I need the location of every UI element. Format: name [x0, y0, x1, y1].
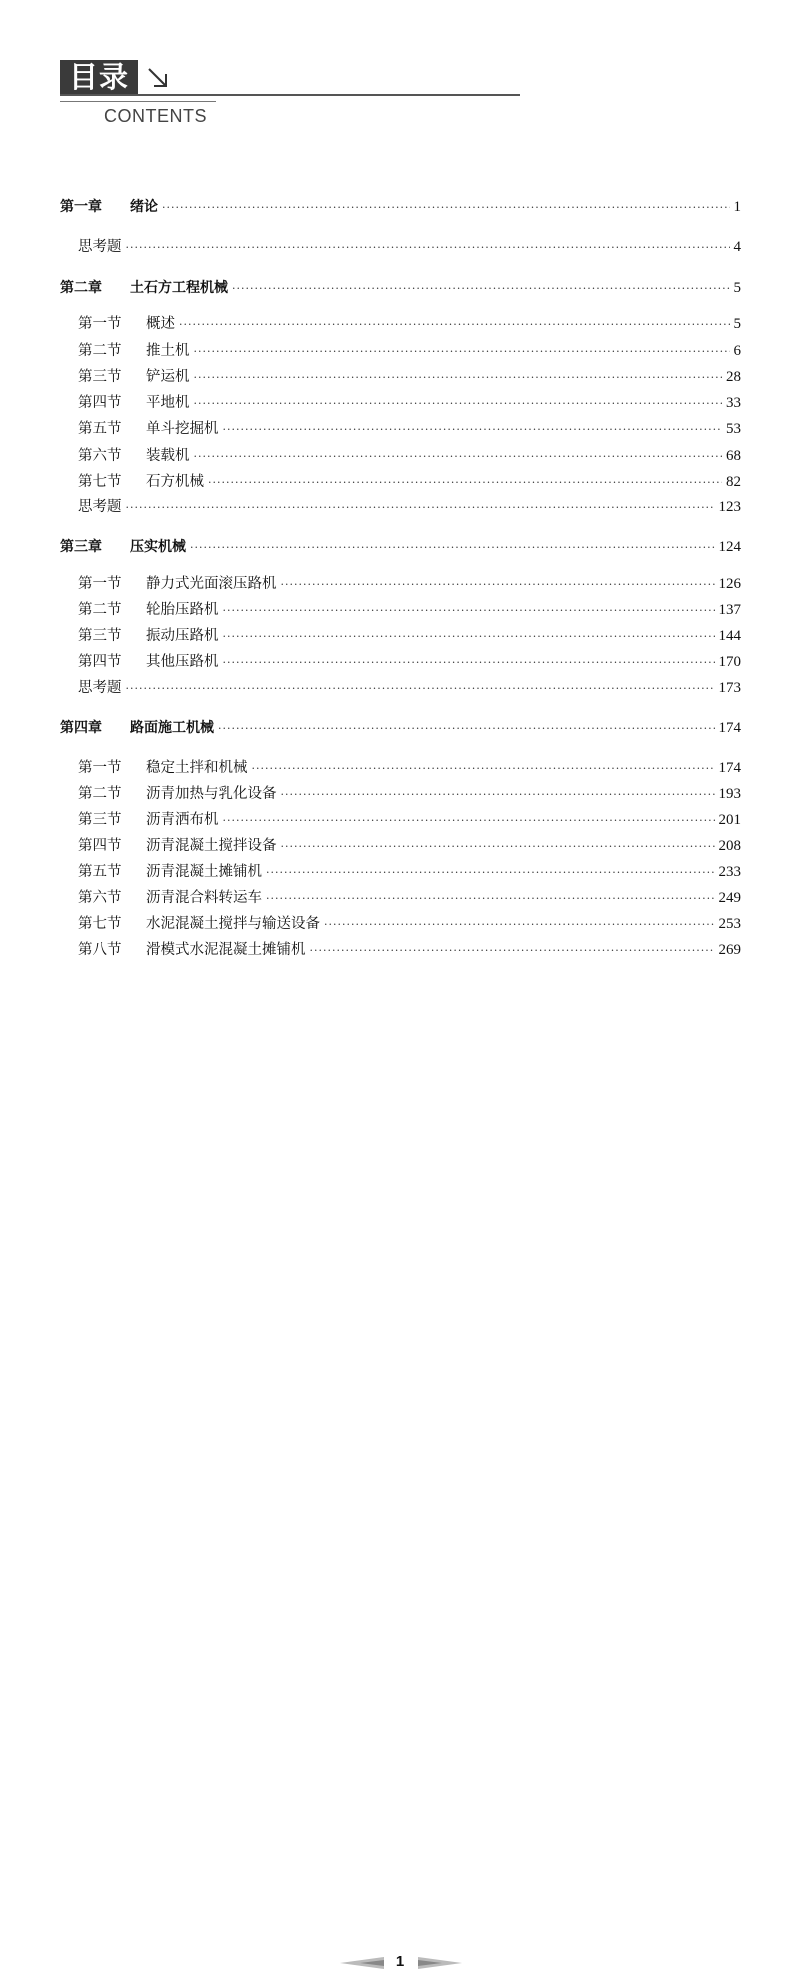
toc-entry-page: 82 — [726, 474, 741, 490]
toc-entry-page: 174 — [718, 760, 741, 776]
arrow-left-ornament-icon — [340, 1957, 384, 1969]
toc-entry-number: 第四章 — [60, 720, 102, 736]
page-footer — [0, 975, 790, 1970]
toc-entry-title: 绪论 — [130, 199, 158, 215]
toc-chapter-entry[interactable] — [60, 278, 741, 299]
toc-entry-page: 174 — [718, 720, 741, 736]
toc-leader-dots — [194, 447, 723, 467]
toc-section-entry[interactable] — [78, 678, 741, 699]
toc-entry-number: 第六节 — [78, 448, 122, 464]
toc-entry-number: 第二节 — [78, 602, 122, 618]
toc-entry-title: 沥青混合料转运车 — [146, 890, 262, 906]
toc-leader-dots — [194, 394, 723, 414]
toc-section-entry[interactable] — [78, 472, 741, 493]
toc-chapter-entry[interactable] — [60, 718, 741, 739]
toc-chapter-entry[interactable] — [60, 537, 741, 558]
toc-entry-number: 第二章 — [60, 280, 102, 296]
toc-entry-page: 208 — [718, 838, 741, 854]
toc-entry-title: 滑模式水泥混凝土摊铺机 — [146, 942, 306, 958]
toc-entry-title: 沥青加热与乳化设备 — [146, 786, 277, 802]
toc-section-entry[interactable] — [78, 393, 741, 414]
toc-entry-number: 第六节 — [78, 890, 122, 906]
toc-section-entry[interactable] — [78, 862, 741, 883]
toc-entry-title: 概述 — [146, 316, 175, 332]
toc-entry-page: 124 — [718, 539, 741, 555]
toc-entry-page: 33 — [726, 395, 741, 411]
toc-entry-title: 沥青混凝土搅拌设备 — [146, 838, 277, 854]
toc-leader-dots — [310, 941, 715, 961]
toc-entry-page: 5 — [733, 280, 741, 296]
toc-entry-page: 269 — [718, 942, 741, 958]
toc-entry-number: 第七节 — [78, 916, 122, 932]
toc-entry-page: 249 — [718, 890, 741, 906]
toc-leader-dots — [179, 315, 730, 335]
toc-section-entry[interactable] — [78, 810, 741, 831]
toc-entry-title: 土石方工程机械 — [130, 280, 228, 296]
toc-entry-title: 压实机械 — [130, 539, 186, 555]
toc-header — [0, 0, 790, 140]
toc-entry-page: 4 — [733, 239, 741, 255]
toc-entry-number: 第一节 — [78, 316, 122, 332]
toc-entry-page: 144 — [718, 628, 741, 644]
toc-entry-number: 第四节 — [78, 838, 122, 854]
toc-section-entry[interactable] — [78, 836, 741, 857]
page-title: 目录 — [60, 60, 138, 94]
toc-entry-title: 水泥混凝土搅拌与输送设备 — [146, 916, 320, 932]
toc-entry-title: 单斗挖掘机 — [146, 421, 219, 437]
toc-leader-dots — [281, 785, 715, 805]
toc-entry-page: 123 — [718, 499, 741, 515]
toc-entry-page: 5 — [733, 316, 741, 332]
toc-entry-title: 思考题 — [78, 680, 122, 696]
header-subrule — [60, 101, 216, 102]
toc-section-entry[interactable] — [78, 419, 741, 440]
toc-entry-page: 137 — [718, 602, 741, 618]
toc-entry-page: 233 — [718, 864, 741, 880]
toc-leader-dots — [266, 863, 715, 883]
toc-entry-title: 石方机械 — [146, 474, 204, 490]
toc-entry-number: 第四节 — [78, 395, 122, 411]
toc-entry-page: 53 — [726, 421, 741, 437]
toc-section-entry[interactable] — [78, 888, 741, 909]
toc-leader-dots — [281, 837, 715, 857]
toc-entry-number: 第七节 — [78, 474, 122, 490]
toc-section-entry[interactable] — [78, 446, 741, 467]
toc-entry-number: 第五节 — [78, 421, 122, 437]
toc-entry-number: 第二节 — [78, 343, 122, 359]
toc-entry-page: 173 — [718, 680, 741, 696]
arrow-down-right-icon — [146, 66, 170, 90]
toc-leader-dots — [223, 653, 715, 673]
toc-section-entry[interactable] — [78, 940, 741, 961]
toc-entry-number: 第四节 — [78, 654, 122, 670]
page-subtitle: CONTENTS — [104, 106, 207, 126]
toc-entry-number: 第二节 — [78, 786, 122, 802]
page-number: 1 — [395, 1953, 405, 1970]
toc-entry-title: 平地机 — [146, 395, 190, 411]
toc-entry-page: 6 — [733, 343, 741, 359]
toc-entry-title: 装载机 — [146, 448, 190, 464]
toc-leader-dots — [223, 811, 715, 831]
toc-leader-dots — [281, 575, 715, 595]
toc-entry-page: 126 — [718, 576, 741, 592]
toc-entry-number: 第一节 — [78, 760, 122, 776]
toc-entry-title: 推土机 — [146, 343, 190, 359]
toc-entry-title: 路面施工机械 — [130, 720, 214, 736]
toc-entry-title: 沥青洒布机 — [146, 812, 219, 828]
toc-leader-dots — [126, 238, 730, 258]
toc-entry-page: 253 — [718, 916, 741, 932]
toc-section-entry[interactable] — [78, 652, 741, 673]
toc-entry-page: 68 — [726, 448, 741, 464]
toc-entry-page: 28 — [726, 369, 741, 385]
toc-leader-dots — [223, 627, 715, 647]
toc-leader-dots — [252, 759, 715, 779]
toc-leader-dots — [126, 679, 715, 699]
toc-entry-title: 其他压路机 — [146, 654, 219, 670]
toc-leader-dots — [232, 279, 730, 299]
toc-entry-number: 第三章 — [60, 539, 102, 555]
toc-entry-title: 静力式光面滚压路机 — [146, 576, 277, 592]
toc-entry-page: 170 — [718, 654, 741, 670]
toc-section-entry[interactable] — [78, 758, 741, 779]
toc-entry-number: 第一章 — [60, 199, 102, 215]
toc-section-entry[interactable] — [78, 237, 741, 258]
toc-section-entry[interactable] — [78, 626, 741, 647]
toc-section-entry[interactable] — [78, 600, 741, 621]
toc-section-entry[interactable] — [78, 341, 741, 362]
toc-entry-title: 思考题 — [78, 499, 122, 515]
header-rule — [60, 94, 520, 96]
toc-section-entry[interactable] — [78, 314, 741, 335]
toc-entry-title: 振动压路机 — [146, 628, 219, 644]
toc-leader-dots — [190, 538, 715, 558]
toc-section-entry[interactable] — [78, 497, 741, 518]
toc-leader-dots — [324, 915, 715, 935]
toc-entry-page: 1 — [733, 199, 741, 215]
toc-section-entry[interactable] — [78, 574, 741, 595]
toc-entry-number: 第三节 — [78, 369, 122, 385]
toc-entry-title: 思考题 — [78, 239, 122, 255]
toc-entry-title: 沥青混凝土摊铺机 — [146, 864, 262, 880]
toc-leader-dots — [194, 368, 723, 388]
toc-leader-dots — [223, 420, 723, 440]
toc-leader-dots — [126, 498, 715, 518]
toc-chapter-entry[interactable] — [60, 197, 741, 218]
toc-entry-number: 第三节 — [78, 812, 122, 828]
toc-entry-title: 轮胎压路机 — [146, 602, 219, 618]
toc-leader-dots — [218, 719, 715, 739]
toc-entry-number: 第三节 — [78, 628, 122, 644]
toc-leader-dots — [208, 473, 722, 493]
toc-section-entry[interactable] — [78, 784, 741, 805]
toc-leader-dots — [266, 889, 715, 909]
toc-entry-number: 第一节 — [78, 576, 122, 592]
toc-entry-number: 第五节 — [78, 864, 122, 880]
toc-section-entry[interactable] — [78, 914, 741, 935]
toc-entry-title: 铲运机 — [146, 369, 190, 385]
toc-entry-number: 第八节 — [78, 942, 122, 958]
toc-entry-page: 201 — [718, 812, 741, 828]
toc-leader-dots — [223, 601, 715, 621]
arrow-right-ornament-icon — [418, 1957, 462, 1969]
toc-entry-title: 稳定土拌和机械 — [146, 760, 248, 776]
toc-leader-dots — [194, 342, 730, 362]
toc-entry-page: 193 — [718, 786, 741, 802]
toc-section-entry[interactable] — [78, 367, 741, 388]
toc-leader-dots — [162, 198, 730, 218]
